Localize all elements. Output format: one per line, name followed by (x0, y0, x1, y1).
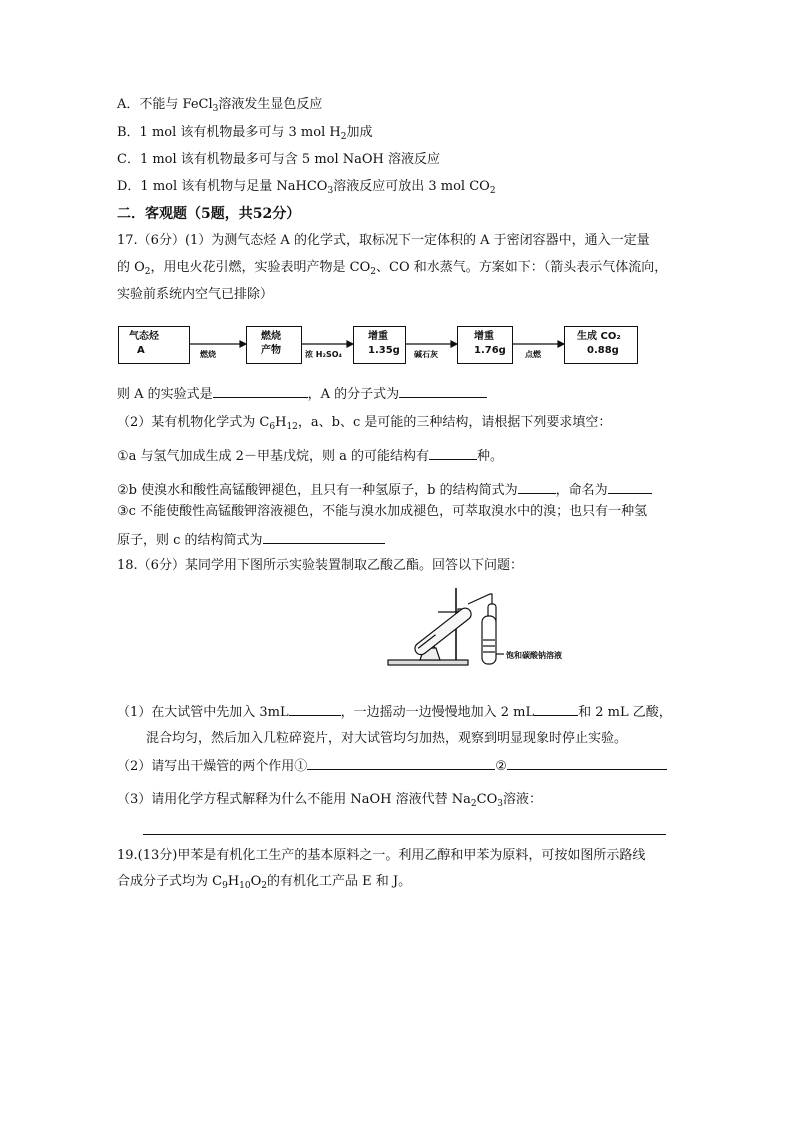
q18-p2-b: ② (495, 759, 507, 774)
subscript: 3 (497, 799, 503, 809)
answer-blank[interactable] (263, 530, 385, 544)
q17-ask1-a: 则 A 的实验式是 (117, 387, 213, 402)
q18-part1 (117, 702, 672, 722)
answer-blank[interactable] (213, 384, 308, 398)
subscript: 12 (286, 422, 298, 432)
subscript: 9 (222, 881, 228, 891)
flow-box-label: 0.88g (587, 345, 619, 356)
flow-arrow-label: 燃烧 (200, 350, 216, 359)
flow-box-label: 1.76g (474, 345, 506, 356)
flow-box-label: 气态烃 (129, 331, 159, 342)
option-b-text: B．1 mol 该有机物最多可与 3 mol H (117, 125, 341, 140)
q17-part2-4 (117, 530, 385, 550)
flow-box-co2 (564, 326, 638, 364)
q18-part3 (117, 791, 542, 813)
flow-box-label: 产物 (261, 345, 281, 356)
q18-p3-a: （3）请用化学方程式解释为什么不能用 NaOH 溶液代替 Na (117, 792, 471, 807)
subscript: 2 (470, 799, 477, 809)
answer-blank[interactable] (534, 702, 578, 716)
q19-line2-d: 的有机化工产品 E 和 J。 (267, 874, 412, 889)
q17-line3: 实验前系统内空气已排除） (117, 287, 274, 302)
q17-p2-2-a: ②b 使溴水和酸性高锰酸钾褪色，且只有一种氢原子，b 的结构简式为 (117, 483, 518, 498)
flow-box-label: 生成 CO₂ (577, 331, 621, 342)
q18-p3-b: CO (476, 792, 498, 807)
answer-blank[interactable] (289, 702, 341, 716)
answer-blank[interactable] (429, 446, 477, 460)
flow-box-label: 增重 (474, 331, 494, 342)
subscript: 10 (239, 881, 251, 891)
flow-arrow-label: 碱石灰 (414, 350, 438, 359)
option-c-text: C．1 mol 该有机物最多可与含 5 mol NaOH 溶液反应 (117, 152, 441, 167)
flow-arrow-label: 点燃 (525, 350, 541, 359)
q17-line2-b: ，用电火花引燃，实验表明产物是 CO (150, 260, 371, 275)
q17-p2-c: ，a、b、c 是可能的三种结构，请根据下列要求填空： (297, 415, 612, 430)
flow-box-hydrocarbon (118, 326, 190, 364)
q18-part1-cont: 混合均匀，然后加入几粒碎瓷片，对大试管均匀加热，观察到明显现象时停止实验。 (146, 731, 628, 746)
option-a-rest: 溶液发生显色反应 (218, 97, 323, 112)
option-a-text: A．不能与 FeCl (117, 97, 213, 112)
subscript: 3 (327, 186, 334, 196)
q18-p1-c: 和 2 mL 乙酸， (578, 705, 672, 720)
q17-part2-3: ③c 不能使酸性高锰酸钾溶液褪色，不能与溴水加成褪色，可萃取溴水中的溴；也只有一种氢 (117, 504, 648, 519)
q17-line2-c: 、CO 和水蒸气。方案如下：（箭头表示气体流向， (376, 260, 668, 275)
subscript: 2 (261, 881, 268, 891)
q19-line1: 19.(13分)甲苯是有机化工生产的基本原料之一。利用乙醇和甲苯为原料，可按如图所示路线 (117, 848, 646, 863)
q17-part2 (117, 414, 611, 436)
option-d-text: D．1 mol 该有机物与足量 NaHCO (117, 179, 328, 194)
q18-title: 18.（6分）某同学用下图所示实验装置制取乙酸乙酯。回答以下问题： (117, 558, 523, 573)
flow-box-label: A (137, 345, 145, 356)
q18-p1-a: （1）在大试管中先加入 3mL (117, 705, 289, 720)
q18-p3-c: 溶液： (503, 792, 543, 807)
flow-arrow-label: 浓 H₂SO₄ (305, 350, 343, 359)
answer-blank[interactable] (518, 480, 556, 494)
q17-p2-b: H (275, 415, 287, 430)
subscript: 2 (489, 186, 496, 196)
q17-p2-1-a: ①a 与氢气加成生成 2－甲基戊烷，则 a 的可能结构有 (117, 449, 429, 464)
q19-line2 (117, 873, 411, 895)
option-d-rest: 溶液反应可放出 3 mol CO (333, 179, 490, 194)
q17-p2-2-b: ，命名为 (555, 483, 608, 498)
q17-part2-2 (117, 480, 652, 500)
flow-box-label: 燃烧 (261, 331, 281, 342)
subscript: 2 (370, 267, 377, 277)
answer-blank[interactable] (608, 480, 652, 494)
flow-box-products (246, 326, 302, 364)
q17-line1: 17.（6分）(1）为测气态烃 A 的化学式，取标况下一定体积的 A 于密闭容器中，通入一定量 (117, 233, 650, 248)
q19-line2-c: O (250, 874, 262, 889)
q17-ask1-b: ，A 的分子式为 (307, 387, 400, 402)
answer-blank[interactable] (507, 756, 667, 770)
q18-part2 (117, 756, 667, 776)
flow-box-weight2 (457, 326, 513, 364)
q17-p2-4-text: 原子，则 c 的结构简式为 (117, 533, 263, 548)
subscript: 2 (340, 132, 347, 142)
q19-line2-b: H (227, 874, 240, 889)
q17-p2-1-b: 种。 (476, 449, 503, 464)
q17-p2-a: （2）某有机物化学式为 C (117, 415, 270, 430)
answer-line[interactable] (143, 834, 666, 835)
q18-p1-b: ，一边摇动一边慢慢地加入 2 mL (340, 705, 535, 720)
q19-line2-a: 合成分子式均为 C (117, 874, 223, 889)
section-title: 二．客观题（5题，共52分） (117, 206, 301, 222)
flow-box-label: 1.35g (368, 345, 400, 356)
subscript: 2 (144, 267, 151, 277)
subscript: 6 (269, 422, 276, 432)
answer-blank[interactable] (307, 756, 495, 770)
answer-blank[interactable] (399, 384, 487, 398)
option-b-rest: 加成 (346, 125, 373, 140)
q17-ask1 (117, 384, 487, 404)
q17-line2-a: 的 O (117, 260, 145, 275)
flow-box-weight1 (353, 326, 406, 364)
subscript: 3 (212, 104, 219, 114)
flow-box-label: 增重 (368, 331, 388, 342)
q18-p2-a: （2）请写出干燥管的两个作用① (117, 759, 308, 774)
q17-part2-1 (117, 446, 503, 466)
apparatus-label: 饱和碳酸钠溶液 (506, 651, 562, 660)
